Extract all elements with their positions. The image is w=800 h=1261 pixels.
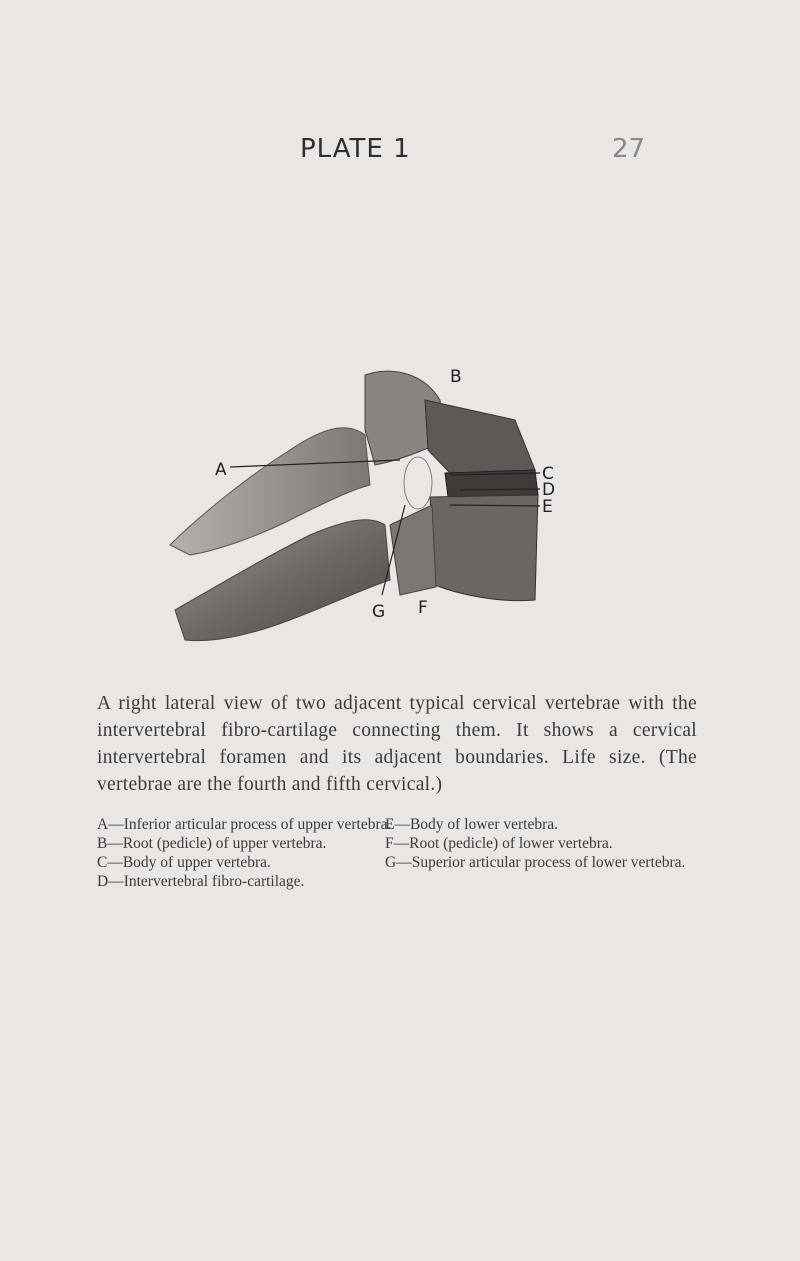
page-number: 27 <box>612 134 646 164</box>
figure-caption: A right lateral view of two adjacent typical cervical vertebrae with the intervertebral fibro-cartilage connecting them. It shows a cervical intervertebral foramen and its adjacent boundaries. Life size. (The vertebrae are the fourth and fifth cervical.) <box>97 693 697 795</box>
figure-label-a: A <box>215 460 227 480</box>
lower-vertebral-body <box>430 495 538 601</box>
figure-label-c: C <box>542 464 554 484</box>
figure-label-e: E <box>542 497 553 517</box>
legend-item-g: G—Superior articular process of lower vertebra. <box>385 854 686 871</box>
vertebrae-illustration <box>160 355 560 655</box>
figure-label-b: B <box>450 367 462 387</box>
plate-title: PLATE 1 <box>300 134 411 164</box>
legend-left-column <box>97 815 407 891</box>
upper-vertebral-body <box>425 400 535 473</box>
figure-label-g: G <box>372 602 386 622</box>
legend-right-column <box>385 815 695 872</box>
legend-item-b: B—Root (pedicle) of upper vertebra. <box>97 835 327 852</box>
legend-item-f: F—Root (pedicle) of lower vertebra. <box>385 835 613 852</box>
legend-item-a: A—Inferior articular process of upper vertebra. <box>97 816 392 833</box>
legend-item-e: E—Body of lower vertebra. <box>385 816 559 833</box>
figure-label-d: D <box>542 480 556 500</box>
legend-item-d: D—Intervertebral fibro-cartilage. <box>97 873 305 890</box>
lower-pedicle <box>390 505 436 595</box>
intervertebral-foramen <box>404 457 432 509</box>
legend-item-c: C—Body of upper vertebra. <box>97 854 271 871</box>
figure-label-f: F <box>418 598 428 618</box>
